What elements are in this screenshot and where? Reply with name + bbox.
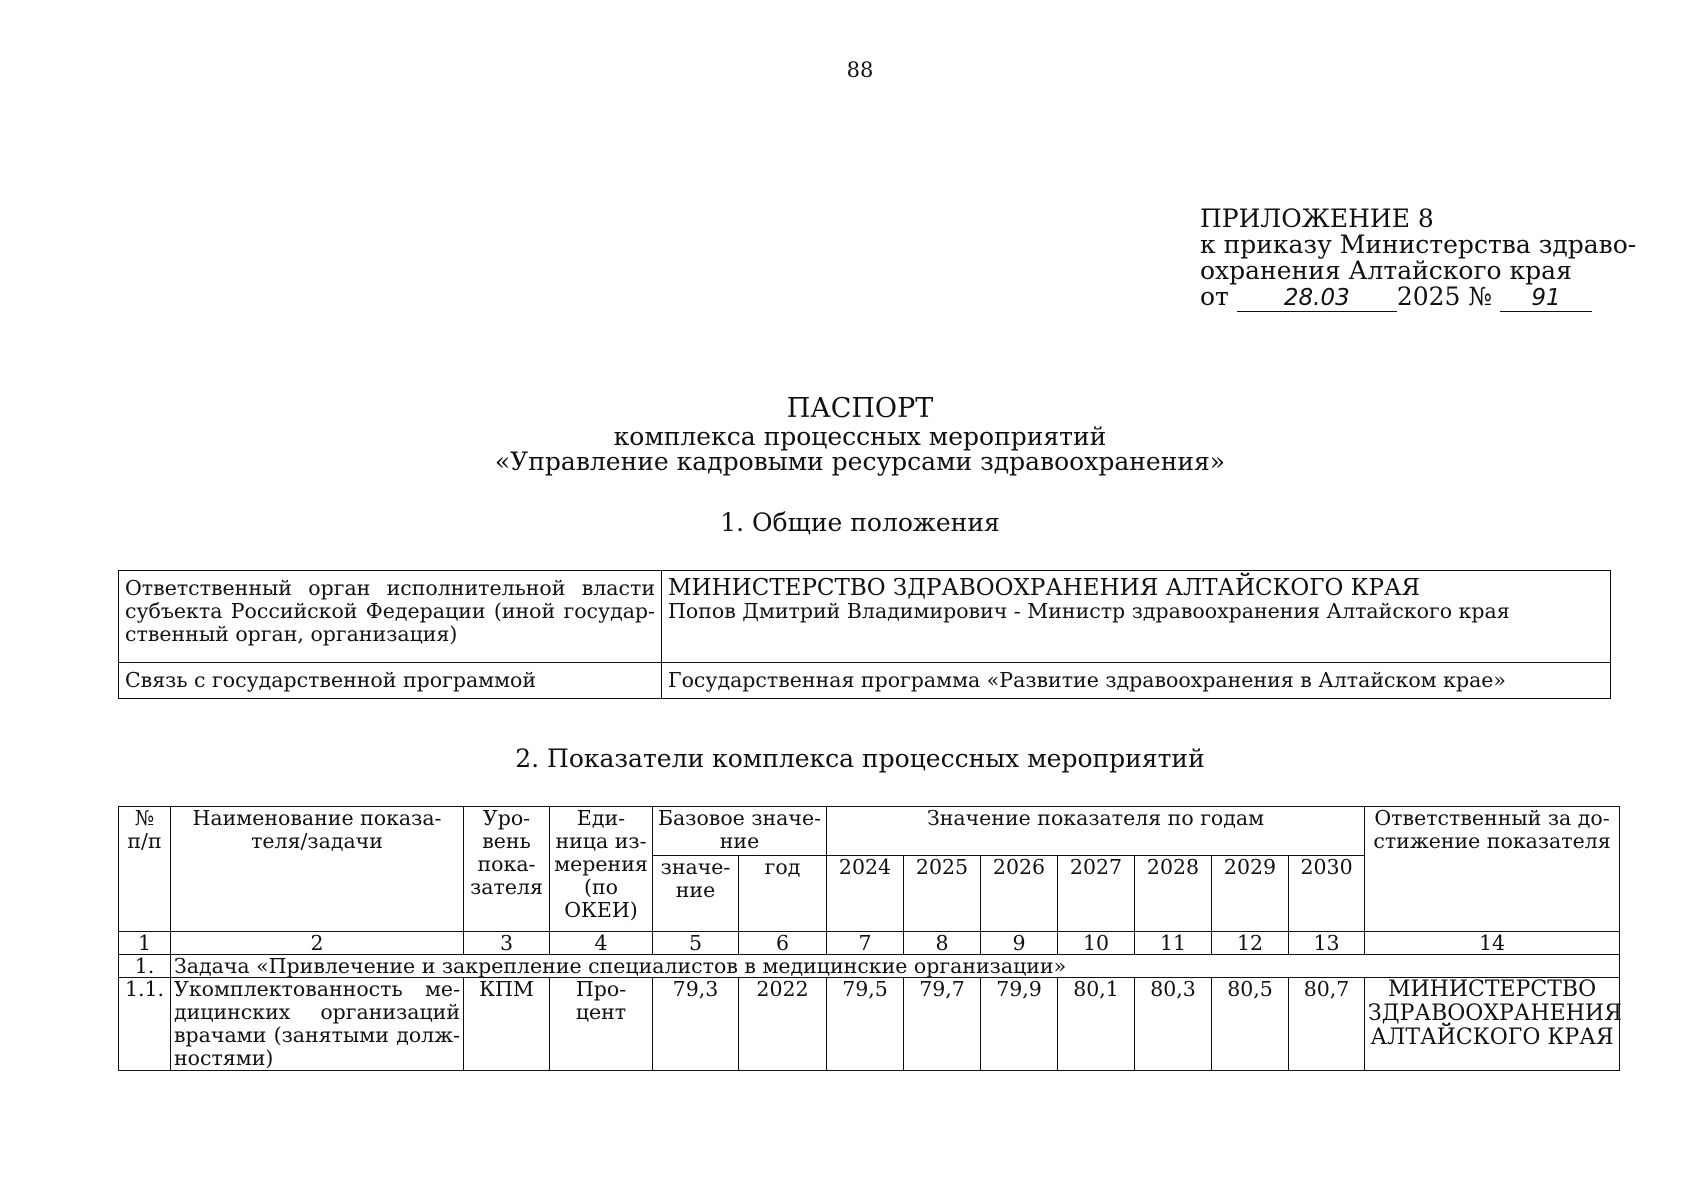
handwritten-number: 91 — [1500, 285, 1592, 312]
indicator-value-2026: 79,9 — [981, 978, 1058, 1071]
col-level-header: Уро-вень пока-зателя — [464, 807, 550, 932]
col-responsible-header: Ответственный за до-стижение показателя — [1365, 807, 1620, 932]
task-number: 1. — [119, 955, 171, 978]
col-base-header: Базовое значе-ние — [653, 807, 827, 856]
column-number: 1 — [119, 932, 171, 955]
indicator-unit: Про-цент — [550, 978, 653, 1071]
header-row-1 — [119, 807, 1620, 856]
program-value: Государственная программа «Развитие здравоохранения в Алтайском крае» — [662, 663, 1611, 699]
order-year: 2025 — [1396, 282, 1461, 311]
col-unit-header: Еди-ница из-мерения (по ОКЕИ) — [550, 807, 653, 932]
general-provisions-table — [118, 570, 1611, 699]
appendix-title: ПРИЛОЖЕНИЕ 8 — [1200, 204, 1434, 233]
passport-title: ПАСПОРТ — [786, 393, 934, 424]
column-number: 7 — [827, 932, 904, 955]
handwritten-date: 28.03 — [1237, 285, 1397, 312]
section2-heading: 2. Показатели комплекса процессных мероприятий — [515, 744, 1205, 773]
responsible-label: Ответственный орган исполнительной власти субъекта Российской Федерации (иной государ-ственный орган, организация) — [119, 571, 662, 663]
col-years-header: Значение показателя по годам — [827, 807, 1365, 856]
general-row-responsible — [119, 571, 1611, 663]
appendix-date-line — [1200, 284, 1630, 312]
column-numbers-row — [119, 932, 1620, 955]
col-year-2026: 2026 — [981, 856, 1058, 932]
number-sign: № — [1468, 282, 1493, 311]
col-year-2025: 2025 — [904, 856, 981, 932]
responsible-value — [662, 571, 1611, 663]
column-number: 11 — [1135, 932, 1212, 955]
general-row-program — [119, 663, 1611, 699]
indicator-responsible: МИНИСТЕРСТВО ЗДРАВООХРАНЕНИЯ АЛТАЙСКОГО КРАЯ — [1365, 978, 1620, 1071]
indicator-number: 1.1. — [119, 978, 171, 1071]
indicator-base-value: 79,3 — [653, 978, 739, 1071]
indicators-table — [118, 806, 1620, 1071]
col-name-header: Наименование показа-теля/задачи — [171, 807, 464, 932]
task-text: Задача «Привлечение и закрепление специалистов в медицинские организации» — [171, 955, 1620, 978]
date-prefix: от — [1200, 282, 1229, 311]
indicator-name: Укомплектованность ме-дицинских организаций врачами (занятыми долж-ностями) — [171, 978, 464, 1071]
indicator-level: КПМ — [464, 978, 550, 1071]
column-number: 12 — [1212, 932, 1289, 955]
appendix-line-1: к приказу Министерства здраво- — [1200, 230, 1637, 259]
column-number: 6 — [739, 932, 827, 955]
indicator-value-2025: 79,7 — [904, 978, 981, 1071]
page-number: 88 — [846, 58, 874, 82]
appendix-block — [1200, 204, 1637, 312]
section1-heading: 1. Общие положения — [720, 508, 1000, 537]
appendix-line-2: охранения Алтайского края — [1200, 256, 1572, 285]
responsible-person: Попов Дмитрий Владимирович - Министр здравоохранения Алтайского края — [668, 599, 1510, 623]
indicator-value-2028: 80,3 — [1135, 978, 1212, 1071]
program-label: Связь с государственной программой — [119, 663, 662, 699]
col-num-header: № п/п — [119, 807, 171, 932]
passport-subtitle: комплекса процессных мероприятий — [613, 422, 1107, 451]
column-number: 2 — [171, 932, 464, 955]
indicator-value-2027: 80,1 — [1058, 978, 1135, 1071]
col-year-2024: 2024 — [827, 856, 904, 932]
col-base-year-header: год — [739, 856, 827, 932]
column-number: 14 — [1365, 932, 1620, 955]
column-number: 10 — [1058, 932, 1135, 955]
col-year-2028: 2028 — [1135, 856, 1212, 932]
task-row — [119, 955, 1620, 978]
column-number: 13 — [1289, 932, 1365, 955]
indicator-value-2024: 79,5 — [827, 978, 904, 1071]
passport-name: «Управление кадровыми ресурсами здравоохранения» — [494, 447, 1226, 476]
col-year-2027: 2027 — [1058, 856, 1135, 932]
column-number: 9 — [981, 932, 1058, 955]
passport-title-block — [0, 394, 1706, 474]
indicator-row — [119, 978, 1620, 1071]
column-number: 4 — [550, 932, 653, 955]
indicator-value-2029: 80,5 — [1212, 978, 1289, 1071]
responsible-org: МИНИСТЕРСТВО ЗДРАВООХРАНЕНИЯ АЛТАЙСКОГО КРАЯ — [668, 575, 1420, 601]
indicator-base-year: 2022 — [739, 978, 827, 1071]
column-number: 8 — [904, 932, 981, 955]
column-number: 5 — [653, 932, 739, 955]
indicator-value-2030: 80,7 — [1289, 978, 1365, 1071]
col-year-2030: 2030 — [1289, 856, 1365, 932]
column-number: 3 — [464, 932, 550, 955]
col-base-value-header: значе-ние — [653, 856, 739, 932]
col-year-2029: 2029 — [1212, 856, 1289, 932]
